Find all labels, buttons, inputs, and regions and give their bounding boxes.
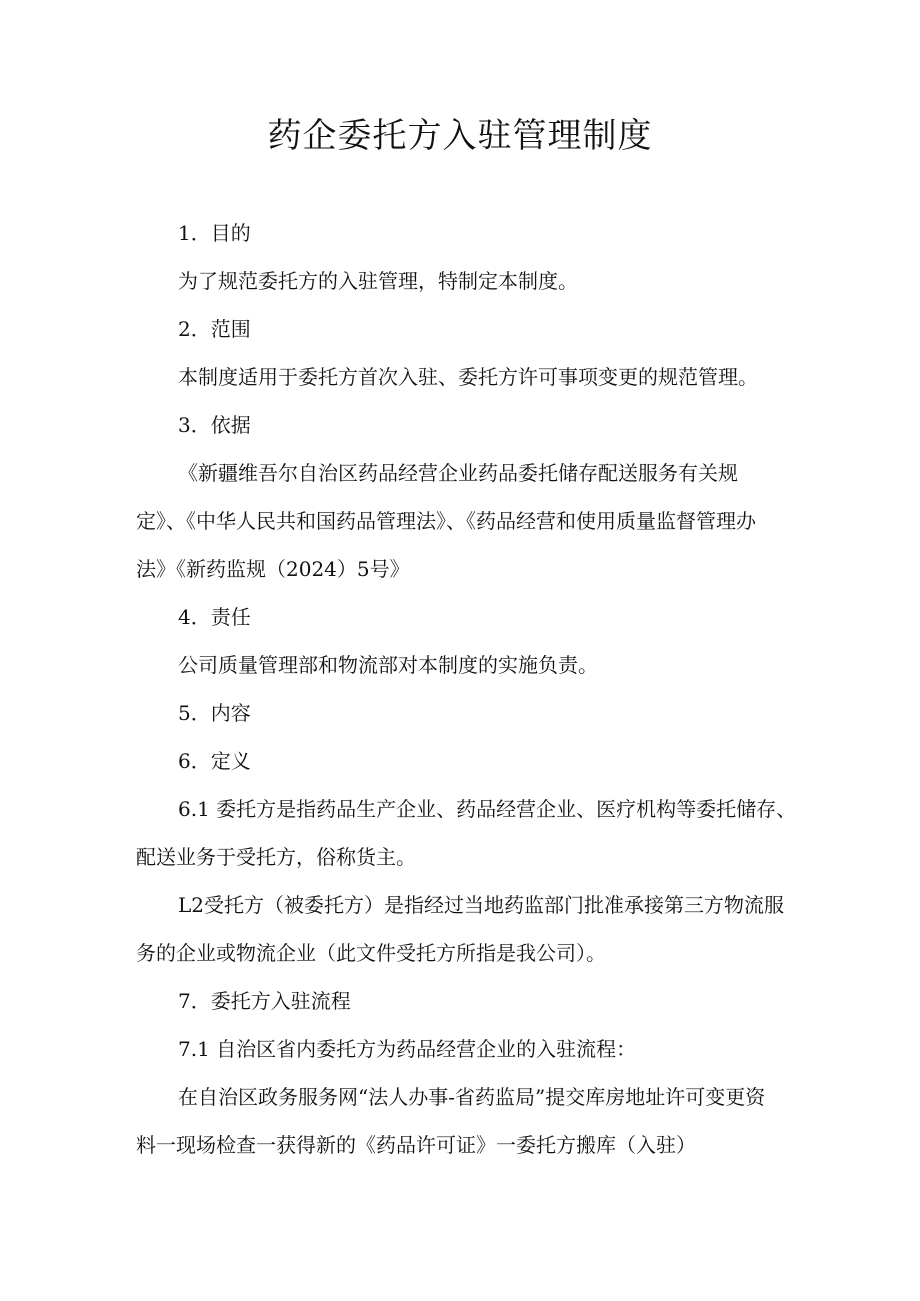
paragraph-purpose: 为了规范委托方的入驻管理，特制定本制度。: [178, 269, 578, 293]
paragraph-responsibility: 公司质量管理部和物流部对本制度的实施负责。: [178, 653, 598, 677]
heading-scope: 2．范围: [178, 317, 251, 341]
paragraph-basis-line-3: 法》《新药监规（2024）5号》: [136, 557, 410, 581]
paragraph-scope: 本制度适用于委托方首次入驻、委托方许可事项变更的规范管理。: [178, 365, 758, 389]
paragraph-definition-6-1-line-2: 配送业务于受托方，俗称货主。: [136, 845, 416, 869]
heading-content: 5．内容: [178, 701, 251, 725]
paragraph-onboarding-line-1: 在自治区政务服务网“法人办事-省药监局”提交库房地址许可变更资: [178, 1085, 766, 1109]
paragraph-definition-6-2-line-2: 务的企业或物流企业（此文件受托方所指是我公司）。: [136, 941, 606, 965]
heading-onboarding-7-1: 7.1 自治区省内委托方为药品经营企业的入驻流程：: [178, 1037, 637, 1061]
paragraph-definition-6-1-line-1: 6.1 委托方是指药品生产企业、药品经营企业、医疗机构等委托储存、: [178, 797, 797, 821]
heading-basis: 3．依据: [178, 413, 251, 437]
paragraph-basis-line-1: 《新疆维吾尔自治区药品经营企业药品委托储存配送服务有关规: [178, 461, 738, 485]
document-title: 药企委托方入驻管理制度: [267, 116, 653, 156]
heading-onboarding-process: 7．委托方入驻流程: [178, 989, 351, 1013]
heading-definition: 6．定义: [178, 749, 251, 773]
heading-responsibility: 4．责任: [178, 605, 251, 629]
paragraph-definition-6-2-line-1: L2受托方（被委托方）是指经过当地药监部门批准承接第三方物流服: [178, 893, 785, 917]
heading-purpose: 1．目的: [178, 221, 251, 245]
paragraph-onboarding-line-2: 料一现场检查一获得新的《药品许可证》一委托方搬库（入驻）: [136, 1133, 696, 1157]
paragraph-basis-line-2: 定》、《中华人民共和国药品管理法》、《药品经营和使用质量监督管理办: [136, 509, 756, 533]
